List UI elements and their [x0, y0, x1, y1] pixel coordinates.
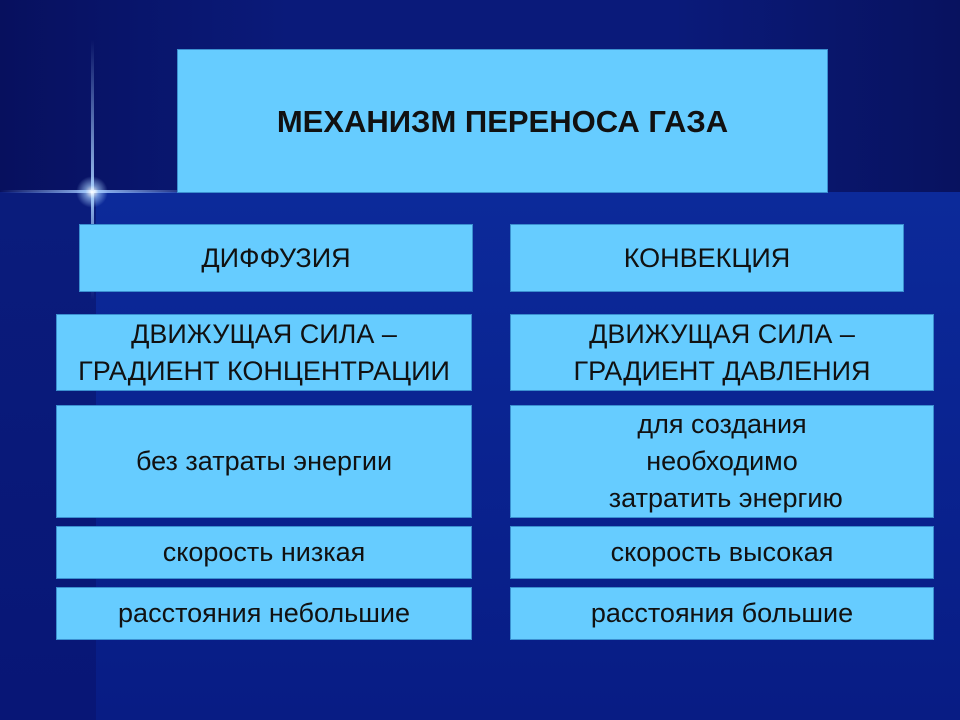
convection-driving-force-box: [510, 314, 934, 391]
title-box: [177, 49, 828, 193]
diffusion-driving-force-box: [56, 314, 472, 391]
diffusion-distance: расстояния небольшие: [118, 598, 410, 628]
lens-flare-glow: [76, 176, 108, 208]
diffusion-driving-force-line-1: ДВИЖУЩАЯ СИЛА –: [131, 318, 397, 349]
convection-energy-line-3: затратить энергию: [601, 483, 843, 513]
diagram-title: МЕХАНИЗМ ПЕРЕНОСА ГАЗА: [276, 103, 729, 139]
convection-header-box: [510, 224, 904, 292]
diffusion-driving-force-line-2: ГРАДИЕНТ КОНЦЕНТРАЦИИ: [78, 355, 450, 386]
convection-driving-force-line-1: ДВИЖУЩАЯ СИЛА –: [589, 318, 855, 349]
convection-speed-box: [510, 526, 934, 579]
diffusion-header: ДИФФУЗИЯ: [201, 242, 351, 273]
diffusion-energy-line-1: без затраты энергии: [135, 446, 393, 476]
diffusion-energy-box: [56, 405, 472, 518]
diffusion-speed: скорость низкая: [162, 537, 366, 567]
convection-distance-box: [510, 587, 934, 640]
convection-energy-line-2: необходимо: [646, 446, 798, 476]
convection-speed: скорость высокая: [610, 537, 834, 567]
convection-header: КОНВЕКЦИЯ: [623, 242, 791, 273]
diffusion-speed-box: [56, 526, 472, 579]
convection-energy-box: [510, 405, 934, 518]
convection-driving-force-line-2: ГРАДИЕНТ ДАВЛЕНИЯ: [573, 355, 871, 386]
diffusion-distance-box: [56, 587, 472, 640]
diffusion-header-box: [79, 224, 473, 292]
convection-energy-line-1: для создания: [637, 409, 807, 439]
convection-distance: расстояния большие: [590, 598, 854, 628]
